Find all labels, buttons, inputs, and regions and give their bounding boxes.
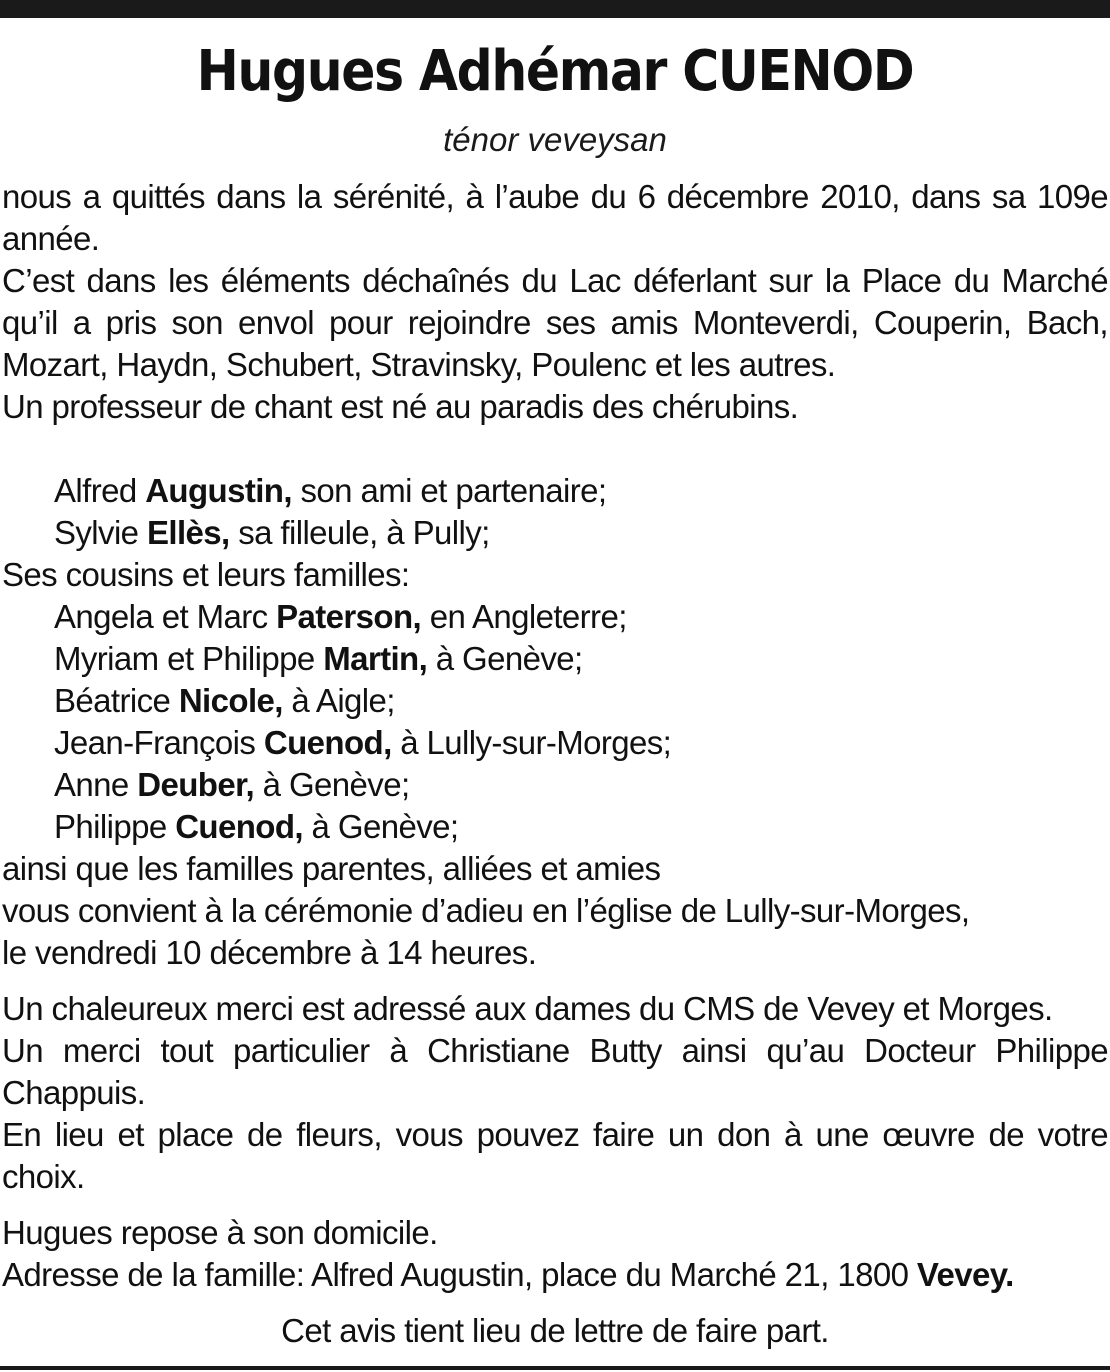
cousin-first-name: Anne [54, 766, 138, 803]
notice-body [2, 176, 1108, 1352]
spacer [2, 974, 1108, 988]
deceased-name: Hugues Adhémar CUENOD [196, 39, 914, 104]
cousin-first-name: Béatrice [54, 682, 179, 719]
deceased-subtitle: ténor veveysan [443, 121, 667, 158]
family-last-name: Augustin, [145, 472, 292, 509]
cousin-last-name: Nicole, [178, 682, 283, 719]
cousin-last-name: Deuber, [137, 766, 255, 803]
cousin-location: en Angleterre; [421, 598, 627, 635]
family-relation: son ami et partenaire; [291, 472, 607, 509]
top-border-rule [0, 0, 1110, 18]
repose-line: Hugues repose à son domicile. [2, 1214, 438, 1251]
family-first-name: Alfred [54, 472, 146, 509]
address-city: Vevey. [916, 1256, 1014, 1293]
ceremony-date: le vendredi 10 décembre à 14 heures. [2, 934, 537, 971]
cousin-first-name: Jean-François [54, 724, 264, 761]
family-first-name: Sylvie [54, 514, 147, 551]
cousins-heading: Ses cousins et leurs familles: [2, 556, 410, 593]
cousin-last-name: Paterson, [276, 598, 422, 635]
cousin-location: à Genève; [427, 640, 583, 677]
spacer [2, 1296, 1108, 1310]
family-address [2, 1254, 1108, 1296]
family-relation: sa filleule, à Pully; [229, 514, 490, 551]
spacer [2, 1198, 1108, 1212]
family-line [2, 512, 1108, 554]
cousin-location: à Lully-sur-Morges; [391, 724, 672, 761]
closing-line: ainsi que les familles parentes, alliées et amies [2, 850, 661, 887]
intro-paragraph: Un professeur de chant est né au paradis des chérubins. [2, 388, 799, 425]
intro-paragraph: nous a quittés dans la sérénité, à l’aube du 6 décembre 2010, dans sa 109e année. [2, 178, 1108, 257]
cousin-first-name: Philippe [54, 808, 176, 845]
cousin-location: à Aigle; [282, 682, 395, 719]
cousin-line [2, 806, 1108, 848]
cousin-line [2, 596, 1108, 638]
cousin-first-name: Myriam et Philippe [54, 640, 324, 677]
cousin-line [2, 764, 1108, 806]
cousin-last-name: Cuenod, [263, 724, 392, 761]
cousin-first-name: Angela et Marc [54, 598, 277, 635]
cousin-last-name: Cuenod, [175, 808, 303, 845]
cousin-last-name: Martin, [323, 640, 428, 677]
footer-note: Cet avis tient lieu de lettre de faire part. [281, 1312, 829, 1349]
address-text: Adresse de la famille: Alfred Augustin, place du Marché 21, 1800 [2, 1256, 917, 1293]
cousin-line [2, 638, 1108, 680]
donation-paragraph: En lieu et place de fleurs, vous pouvez faire un don à une œuvre de votre choix. [2, 1116, 1108, 1195]
cousin-line [2, 680, 1108, 722]
thanks-paragraph: Un chaleureux merci est adressé aux dames du CMS de Vevey et Morges. [2, 990, 1053, 1027]
spacer [2, 428, 1108, 470]
cousin-line [2, 722, 1108, 764]
cousin-location: à Genève; [254, 766, 410, 803]
cousin-location: à Genève; [302, 808, 459, 845]
intro-paragraph: C’est dans les éléments déchaînés du Lac déferlant sur la Place du Marché qu’il a pris son envol pour rejoindre ses amis Monteverdi, Couperin, Bach, Mozart, Haydn, Schubert, Stravinsky, Poulenc et les autres. [2, 262, 1108, 383]
bottom-border-rule [0, 1366, 1110, 1370]
ceremony-line: vous convient à la cérémonie d’adieu en l’église de Lully-sur-Morges, [2, 892, 970, 929]
thanks-paragraph: Un merci tout particulier à Christiane Butty ainsi qu’au Docteur Philippe Chappuis. [2, 1032, 1108, 1111]
family-line [2, 470, 1108, 512]
family-last-name: Ellès, [147, 514, 230, 551]
